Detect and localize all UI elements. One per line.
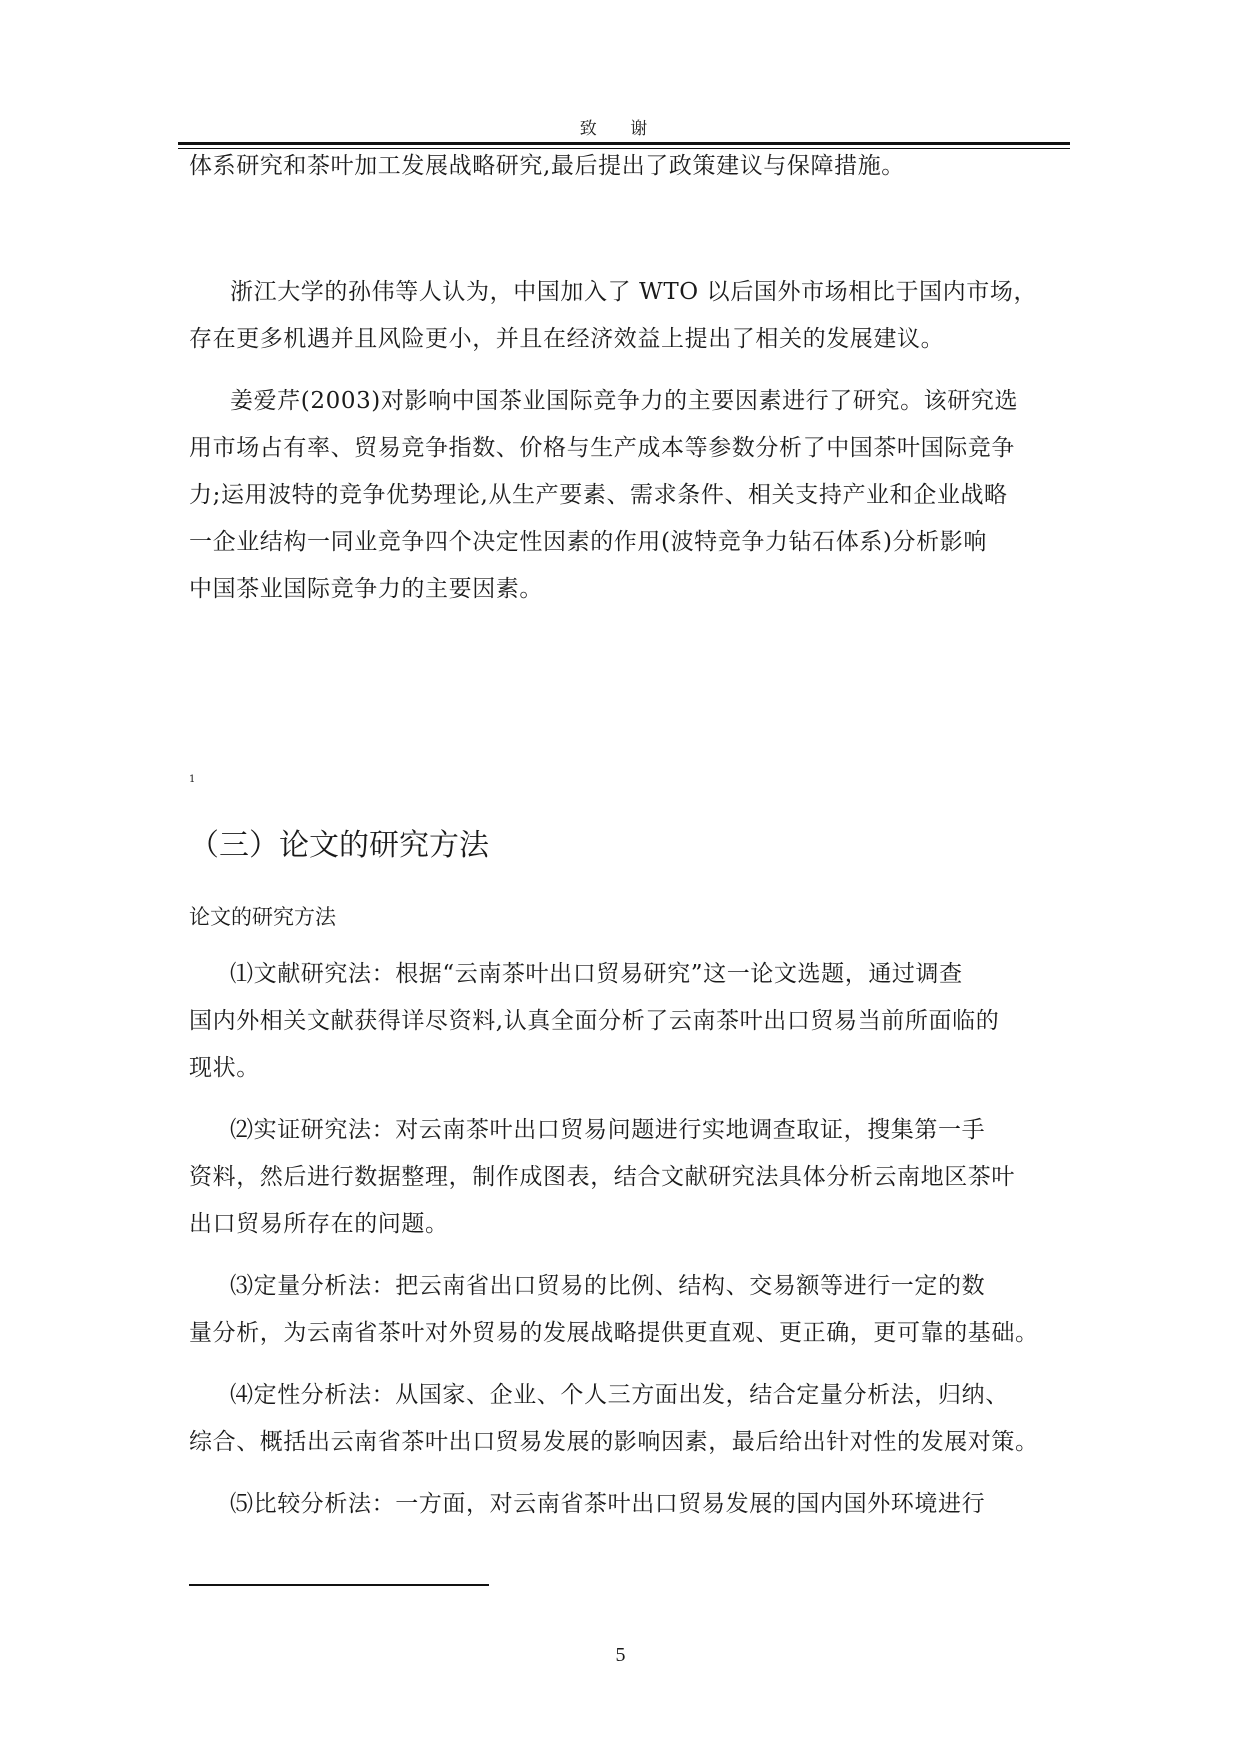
body-line: 国内外相关文献获得详尽资料,认真全面分析了云南茶叶出口贸易当前所面临的 (189, 1008, 1000, 1034)
body-line: ⑵实证研究法：对云南茶叶出口贸易问题进行实地调查取证，搜集第一手 (230, 1117, 986, 1143)
page-number: 5 (615, 1644, 626, 1666)
footnote-rule (189, 1584, 489, 1586)
body-line: 用市场占有率、贸易竞争指数、价格与生产成本等参数分析了中国茶叶国际竞争 (189, 435, 1015, 461)
body-line: 体系研究和茶叶加工发展战略研究,最后提出了政策建议与保障措施。 (189, 153, 905, 179)
body-line: 存在更多机遇并且风险更小，并且在经济效益上提出了相关的发展建议。 (189, 326, 945, 352)
footnote-marker: 1 (189, 774, 196, 785)
body-line: 一企业结构一同业竞争四个决定性因素的作用(波特竞争力钻石体系)分析影响 (189, 529, 987, 555)
body-line: ⑶定量分析法：把云南省出口贸易的比例、结构、交易额等进行一定的数 (230, 1273, 986, 1299)
body-line: 出口贸易所存在的问题。 (189, 1211, 449, 1237)
header-rule-thick (178, 142, 1070, 145)
body-line: ⑴文献研究法：根据“云南茶叶出口贸易研究”这一论文选题，通过调查 (230, 961, 963, 987)
body-line: 现状。 (189, 1055, 260, 1081)
body-line: 资料，然后进行数据整理，制作成图表，结合文献研究法具体分析云南地区茶叶 (189, 1164, 1015, 1190)
body-line: ⑸比较分析法：一方面，对云南省茶叶出口贸易发展的国内国外环境进行 (230, 1491, 986, 1517)
body-line: 浙江大学的孙伟等人认为，中国加入了 WTO 以后国外市场相比于国内市场， (230, 279, 1038, 305)
section-subheading: 论文的研究方法 (189, 905, 336, 929)
body-line: 量分析，为云南省茶叶对外贸易的发展战略提供更直观、更正确，更可靠的基础。 (189, 1320, 1039, 1346)
body-line: 力;运用波特的竞争优势理论,从生产要素、需求条件、相关支持产业和企业战略 (189, 482, 1008, 508)
body-line: 中国茶业国际竞争力的主要因素。 (189, 576, 543, 602)
running-header-title: 致 谢 (579, 119, 662, 139)
body-line: 综合、概括出云南省茶叶出口贸易发展的影响因素，最后给出针对性的发展对策。 (189, 1429, 1039, 1455)
section-heading: （三）论文的研究方法 (189, 828, 489, 863)
header-rule-thin (178, 148, 1070, 149)
body-line: ⑷定性分析法：从国家、企业、个人三方面出发，结合定量分析法，归纳、 (230, 1382, 1009, 1408)
body-line: 姜爱芹(2003)对影响中国茶业国际竞争力的主要因素进行了研究。该研究选 (230, 388, 1019, 414)
